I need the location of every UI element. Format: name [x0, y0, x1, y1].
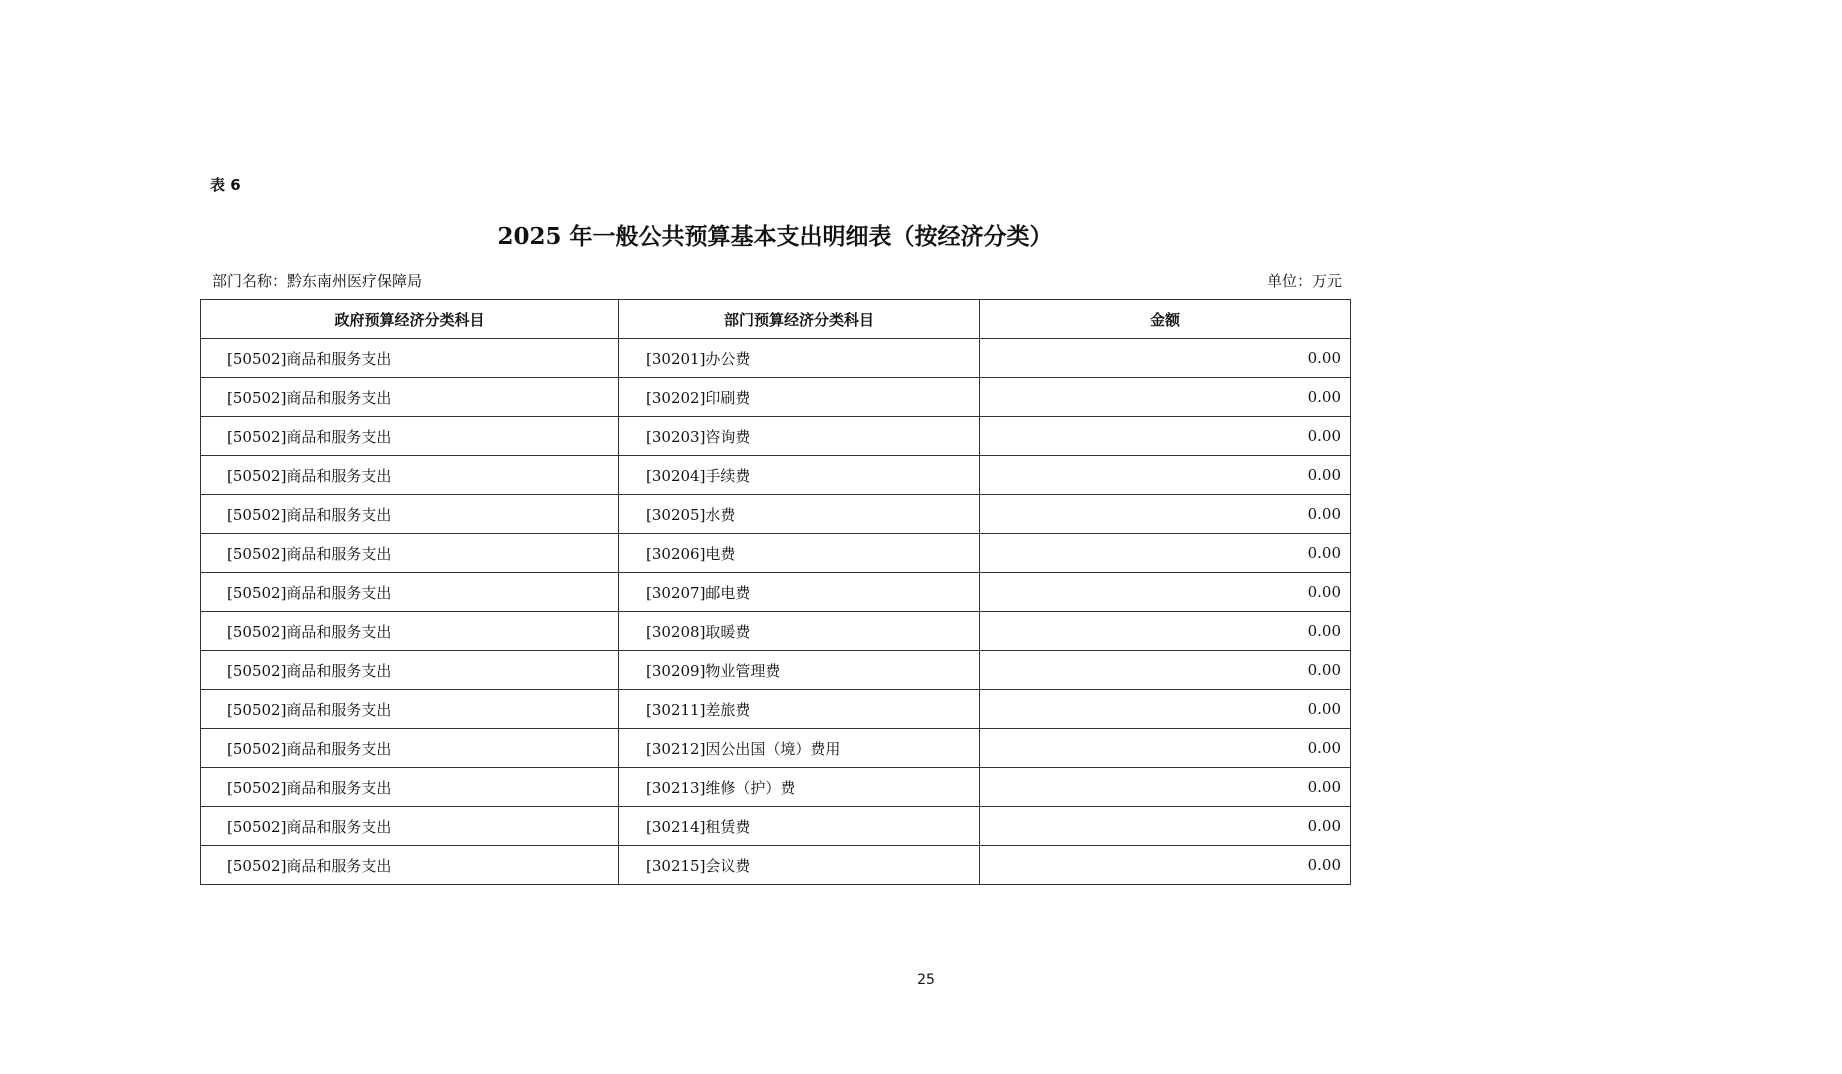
table-label: 表 6: [210, 176, 241, 194]
table-row: [201, 378, 1351, 417]
dept-category-cell: [30204]手续费: [619, 456, 980, 495]
amount-cell: 0.00: [980, 690, 1351, 729]
amount-cell: 0.00: [980, 456, 1351, 495]
gov-category-cell: [50502]商品和服务支出: [201, 339, 619, 378]
amount-cell: 0.00: [980, 768, 1351, 807]
table-row: [201, 729, 1351, 768]
header-dept-category: 部门预算经济分类科目: [619, 300, 980, 339]
meta-row: [212, 270, 1342, 291]
dept-category-cell: [30203]咨询费: [619, 417, 980, 456]
gov-category-cell: [50502]商品和服务支出: [201, 534, 619, 573]
table-row: [201, 846, 1351, 885]
amount-cell: 0.00: [980, 534, 1351, 573]
amount-cell: 0.00: [980, 417, 1351, 456]
amount-cell: 0.00: [980, 339, 1351, 378]
department-name: 黔东南州医疗保障局: [287, 272, 423, 290]
gov-category-cell: [50502]商品和服务支出: [201, 612, 619, 651]
gov-category-cell: [50502]商品和服务支出: [201, 495, 619, 534]
amount-cell: 0.00: [980, 378, 1351, 417]
table-row: [201, 417, 1351, 456]
gov-category-cell: [50502]商品和服务支出: [201, 690, 619, 729]
gov-category-cell: [50502]商品和服务支出: [201, 846, 619, 885]
dept-category-cell: [30201]办公费: [619, 339, 980, 378]
document-title: 2025 年一般公共预算基本支出明细表（按经济分类）: [497, 223, 1053, 250]
dept-category-cell: [30206]电费: [619, 534, 980, 573]
table-row: [201, 534, 1351, 573]
table-row: [201, 456, 1351, 495]
dept-category-cell: [30214]租赁费: [619, 807, 980, 846]
dept-category-cell: [30205]水费: [619, 495, 980, 534]
amount-cell: 0.00: [980, 729, 1351, 768]
unit-info: [1267, 270, 1342, 291]
dept-category-cell: [30211]差旅费: [619, 690, 980, 729]
table-body: [201, 339, 1351, 885]
gov-category-cell: [50502]商品和服务支出: [201, 573, 619, 612]
gov-category-cell: [50502]商品和服务支出: [201, 651, 619, 690]
dept-category-cell: [30212]因公出国（境）费用: [619, 729, 980, 768]
table-row: [201, 690, 1351, 729]
page-number: 25: [917, 972, 935, 988]
dept-category-cell: [30209]物业管理费: [619, 651, 980, 690]
gov-category-cell: [50502]商品和服务支出: [201, 378, 619, 417]
gov-category-cell: [50502]商品和服务支出: [201, 456, 619, 495]
dept-category-cell: [30208]取暖费: [619, 612, 980, 651]
table-row: [201, 573, 1351, 612]
table-row: [201, 495, 1351, 534]
table-row: [201, 339, 1351, 378]
amount-cell: 0.00: [980, 573, 1351, 612]
department-info: [212, 270, 422, 291]
table-row: [201, 807, 1351, 846]
amount-cell: 0.00: [980, 612, 1351, 651]
gov-category-cell: [50502]商品和服务支出: [201, 807, 619, 846]
amount-cell: 0.00: [980, 846, 1351, 885]
amount-cell: 0.00: [980, 651, 1351, 690]
gov-category-cell: [50502]商品和服务支出: [201, 417, 619, 456]
department-label: 部门名称：: [212, 272, 288, 290]
table-row: [201, 612, 1351, 651]
dept-category-cell: [30202]印刷费: [619, 378, 980, 417]
unit-value: 万元: [1311, 272, 1342, 290]
table-header-row: [201, 300, 1351, 339]
gov-category-cell: [50502]商品和服务支出: [201, 729, 619, 768]
dept-category-cell: [30207]邮电费: [619, 573, 980, 612]
dept-category-cell: [30215]会议费: [619, 846, 980, 885]
table-row: [201, 768, 1351, 807]
table-row: [201, 651, 1351, 690]
amount-cell: 0.00: [980, 495, 1351, 534]
gov-category-cell: [50502]商品和服务支出: [201, 768, 619, 807]
unit-label: 单位：: [1266, 272, 1312, 290]
budget-table: [200, 299, 1351, 885]
header-amount: 金额: [980, 300, 1351, 339]
header-gov-category: 政府预算经济分类科目: [201, 300, 619, 339]
amount-cell: 0.00: [980, 807, 1351, 846]
dept-category-cell: [30213]维修（护）费: [619, 768, 980, 807]
